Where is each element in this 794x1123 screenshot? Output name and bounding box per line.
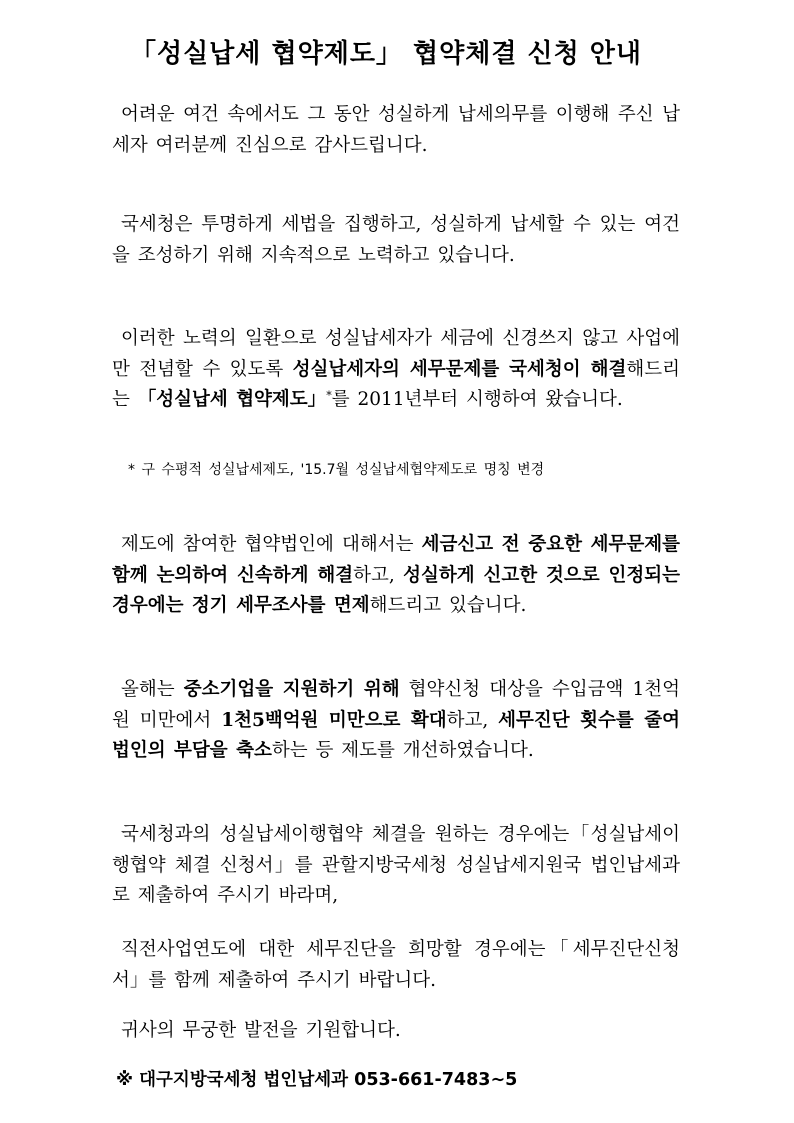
emphasis-text: 세금신고 전 중요한 세무문제를 함께 논의하여 신속하게 해결	[112, 534, 680, 586]
text-segment: 협약신청 대상을 수입금액 1천억원 미만에서	[112, 679, 680, 731]
text-segment: 하는 등 제도를 개선하였습니다.	[271, 740, 534, 761]
paragraph-benefits	[112, 530, 680, 622]
paragraph-text: 국세청과의 성실납세이행협약 체결을 원하는 경우에는「성실납세이행협약 체결 신청서」를 관할지방국세청 성실납세지원국 법인납세과로 제출하여 주시기 바라며,	[112, 824, 680, 906]
footnote-marker: *	[326, 389, 332, 402]
paragraph-closing	[112, 1016, 680, 1047]
document-page	[112, 30, 680, 1090]
contact-info: ※ 대구지방국세청 법인납세과 053-661-7483∼5	[116, 1070, 518, 1090]
emphasis-text: 세무진단 횟수를 줄여 법인의 부담을 축소	[112, 709, 680, 761]
paragraph-nts-effort	[112, 210, 680, 271]
emphasis-text: 성실하게 신고한 것으로 인정되는 경우에는 정기 세무조사를 면제	[112, 564, 680, 616]
text-segment: 하고,	[353, 564, 404, 586]
text-segment: 하고,	[446, 709, 499, 731]
text-segment: 해드리고 있습니다.	[369, 595, 527, 616]
paragraph-text: 국세청은 투명하게 세법을 집행하고, 성실하게 납세할 수 있는 여건을 조성하기 위해 지속적으로 노력하고 있습니다.	[112, 214, 680, 266]
paragraph-program-intro	[112, 324, 680, 416]
emphasis-text: 성실납세자의 세무문제를 국세청이 해결	[292, 358, 627, 380]
footnote: * 구 수평적 성실납세제도, '15.7월 성실납세협약제도로 명칭 변경	[128, 462, 545, 478]
text-segment: 이러한 노력의 일환으로 성실납세자가 세금에 신경쓰지 않고 사업에만 전념할 수 있도록	[112, 328, 680, 380]
emphasis-text: 1천5백억원 미만으로 확대	[221, 709, 447, 731]
paragraph-diagnosis	[112, 935, 680, 996]
paragraph-improvements	[112, 675, 680, 767]
text-segment: 올해는	[121, 679, 184, 700]
paragraph-gratitude	[112, 100, 680, 161]
paragraph-text: 직전사업연도에 대한 세무진단을 희망할 경우에는「세무진단신청서」를 함께 제출하여 주시기 바랍니다.	[112, 939, 680, 991]
emphasis-text: 중소기업을 지원하기 위해	[183, 679, 400, 700]
page-title: 「성실납세 협약제도」 협약체결 신청 안내	[129, 39, 643, 69]
text-segment: 해드리는	[112, 358, 680, 410]
paragraph-application	[112, 820, 680, 912]
text-segment: 를 2011년부터 시행하여 왔습니다.	[331, 389, 623, 410]
paragraph-text: 어려운 여건 속에서도 그 동안 성실하게 납세의무를 이행해 주신 납세자 여러분께 진심으로 감사드립니다.	[112, 104, 680, 156]
text-segment: 제도에 참여한 협약법인에 대해서는	[121, 534, 422, 555]
paragraph-text: 귀사의 무궁한 발전을 기원합니다.	[121, 1020, 401, 1041]
program-name: 「성실납세 협약제도」	[137, 389, 327, 410]
